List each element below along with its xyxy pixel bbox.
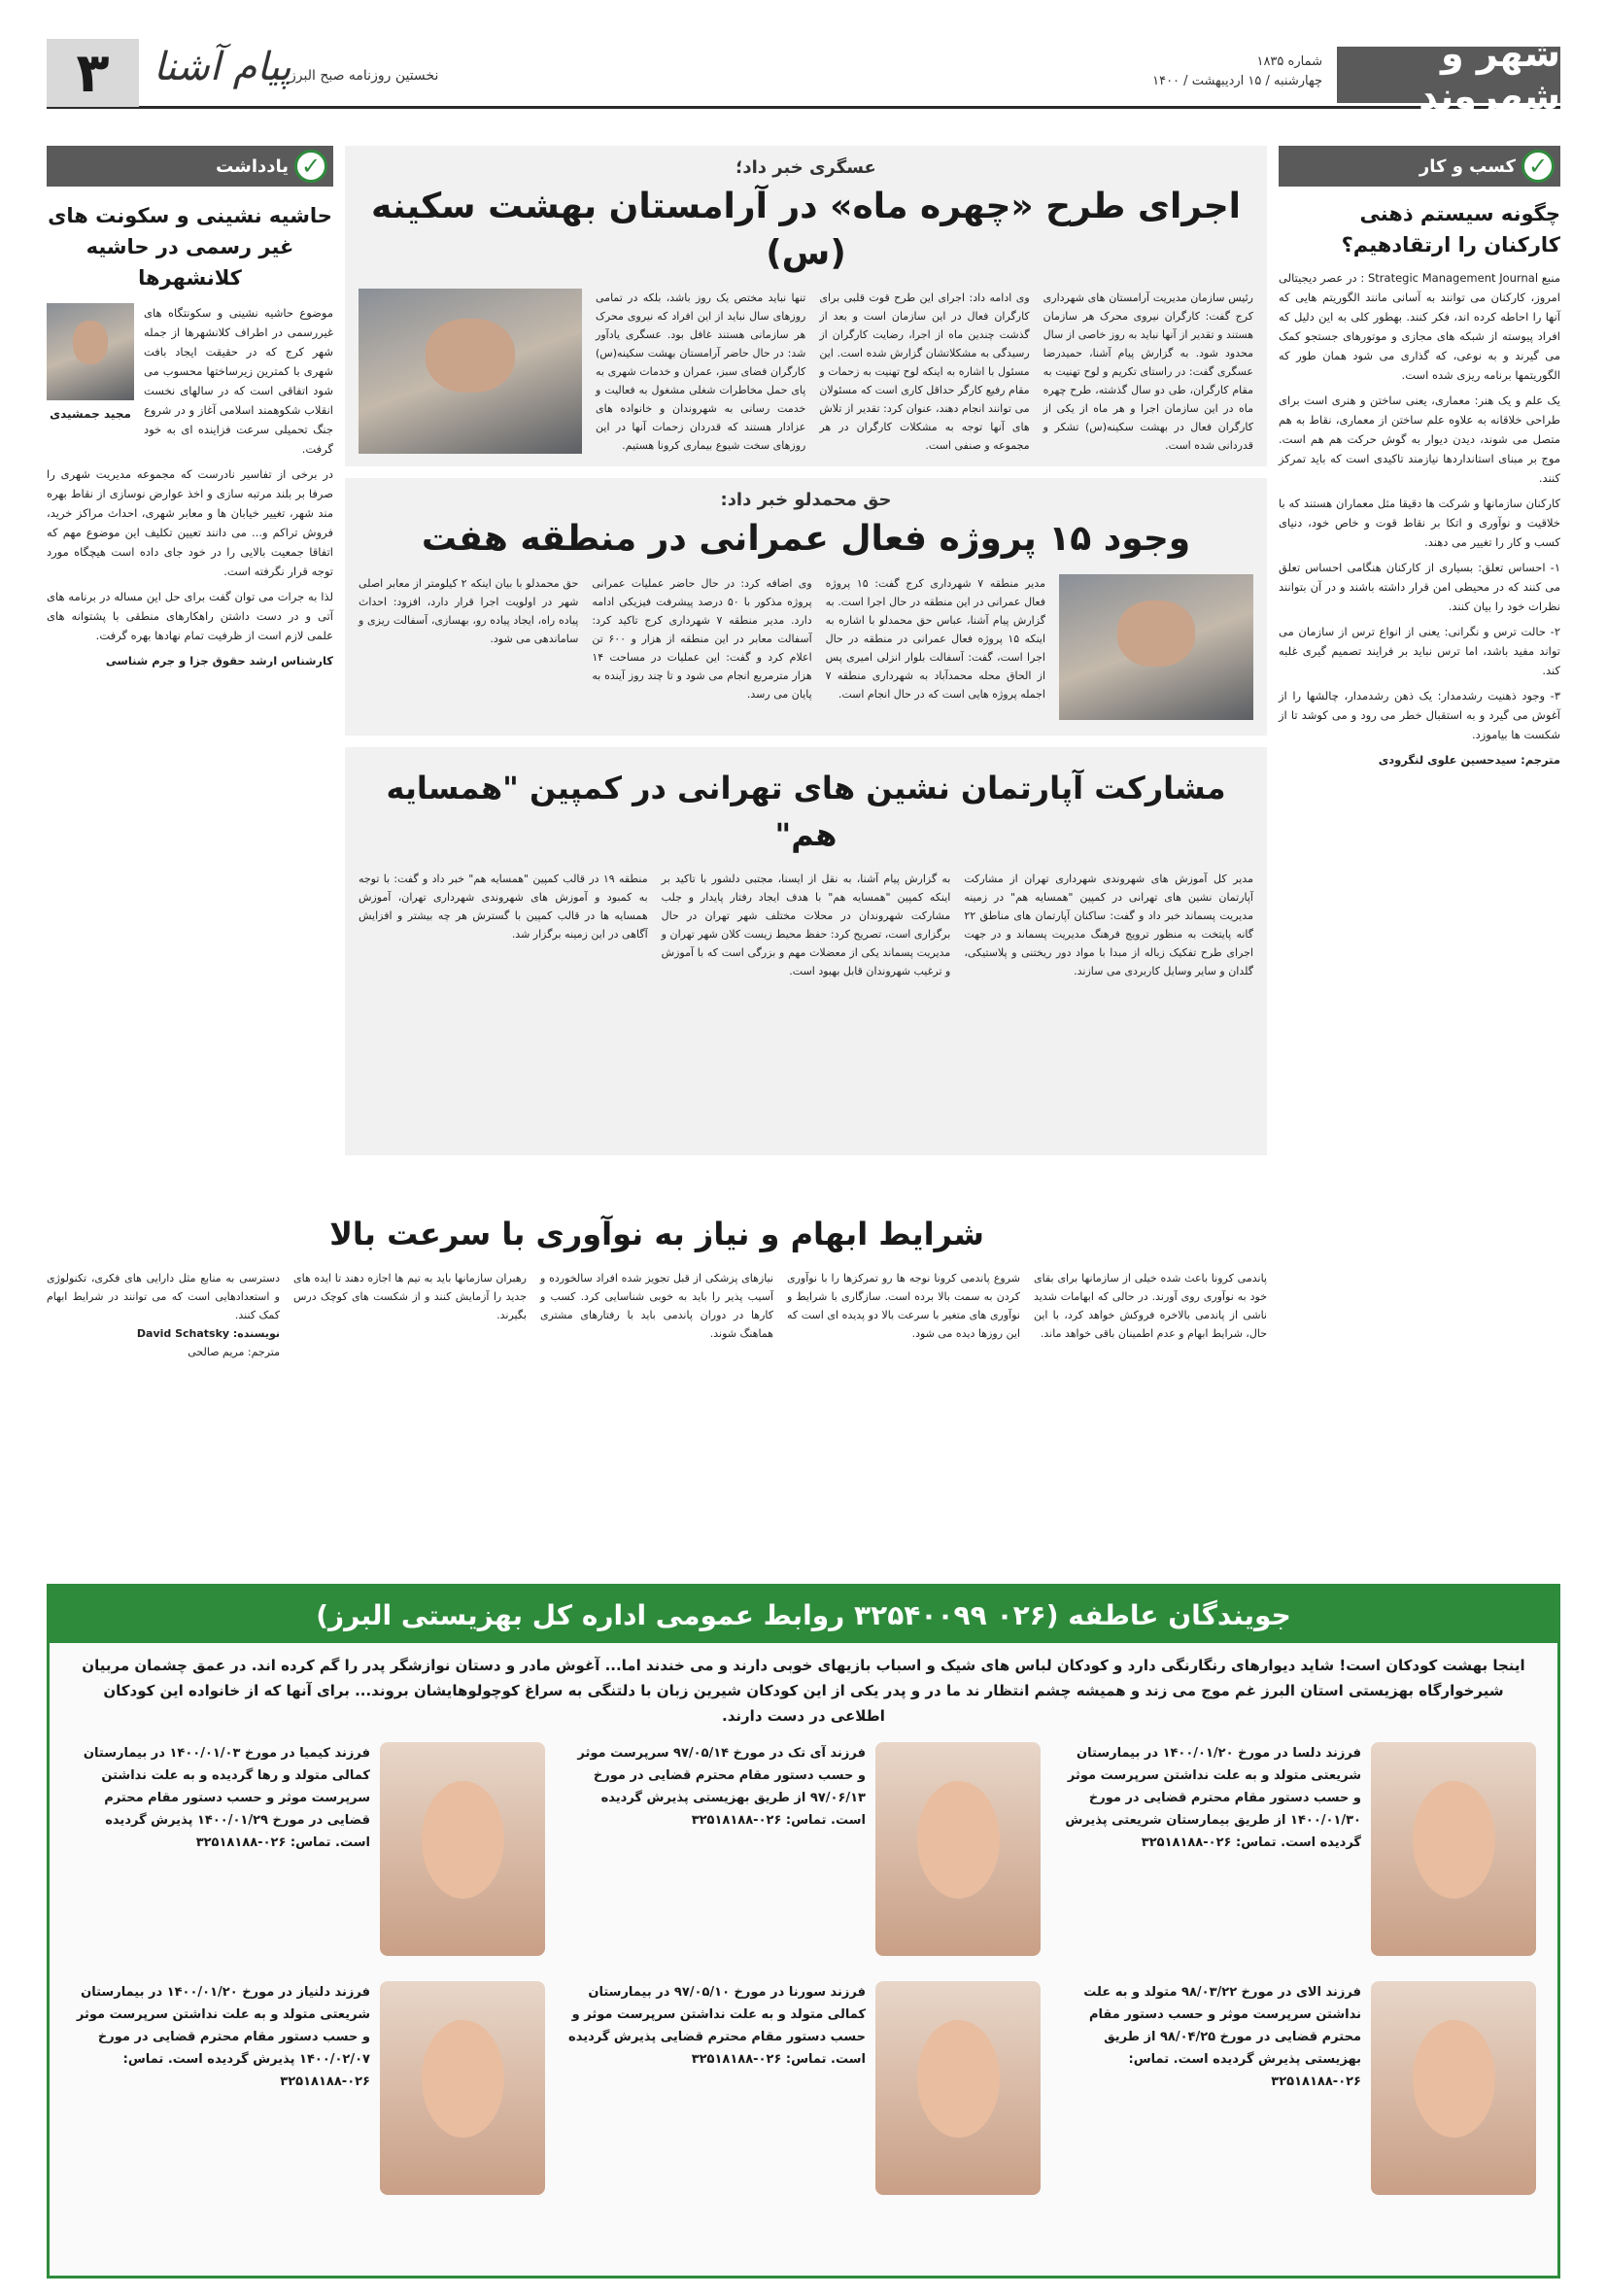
kicker: عسگری خبر داد؛ — [735, 157, 876, 178]
story-chehre-mah — [345, 146, 1267, 466]
story-columns — [47, 1269, 1267, 1361]
check-icon: ✓ — [294, 150, 327, 183]
story-columns — [359, 574, 1253, 720]
article-body — [47, 303, 333, 670]
paragraph: منبع Strategic Management Journal : در عصر دیجیتالی امروز، کارکنان می توانند به آسانی مانند الگوریتم هایی که آنها را احاطه کرده اند، فکر کنند. بهطور کلی به این دلیل که افراد پیوسته از شبکه های مجازی و موتورهای جستجو کمک می گیرند و به نوعی، که گذاری می شود همان طور که الگوریتمها برنامه ریزی شده است. — [1279, 271, 1560, 382]
column-text: منطقه ۱۹ در قالب کمپین "همسایه هم" خبر داد و گفت: با توجه به کمبود و آموزش های شهروندی شهرداری تهران، آموزش همسایه ها در قالب کمپین با گسترش هر چه بیشتر و افزایش آگاهی در این زمینه برگزار شد. — [358, 873, 648, 941]
author: نویسنده: David Schatsky — [136, 1327, 280, 1340]
column-text: وی اضافه کرد: در حال حاضر عملیات عمرانی پروژه مذکور با ۵۰ درصد پیشرفت فیزیکی ادامه دارد. مدیر منطقه ۷ شهرداری کرج تاکید کرد: آسفالت معابر در این منطقه از هزار و ۶۰۰ تن اعلام کرد و گفت: این عملیات در مساحت ۱۴ هزار مترمربع انجام می شود و تا چند روز آینده به پایان می رسد. — [592, 577, 812, 701]
news-photo — [1059, 574, 1253, 720]
story-columns — [359, 870, 1253, 980]
kid-photo — [1371, 1742, 1536, 1956]
headline: مشارکت آپارتمان نشین های تهرانی در کمپین "همسایه هم" — [386, 770, 1226, 853]
news-photo — [359, 289, 582, 454]
column-text: شروع پاندمی کرونا نوجه ها رو تمرکزها را با نوآوری کردن به سمت بالا برده است. سازگاری با شرایط و نوآوری های متغیر با سرعت بالا دو پدیده ای است که این روزها دیده می شود. — [787, 1272, 1020, 1340]
newspaper-logo: پیام آشنا — [154, 45, 291, 89]
section-title: شهر و شهروند — [1337, 47, 1560, 103]
author-photo — [47, 303, 134, 400]
kid-text: فرزند آی تک در مورخ ۹۷/۰۵/۱۴ سرپرست موثر و حسب دستور مقام محترم قضایی در مورخ ۹۷/۰۶/۱۳ از طریق بهزیستی پذیرش گردیده است. تماس: ۰۲۶-۳۲۵۱۸۱۸۸ — [577, 1746, 866, 1828]
kid-text: فرزند دلسا در مورخ ۱۴۰۰/۰۱/۲۰ در بیمارستان شریعتی متولد و به علت نداشتن سرپرست موثر و حسب دستور مقام محترم قضایی در مورخ ۱۴۰۰/۰۱/۳۰ از طریق بیمارستان شریعتی پذیرش گردیده است. تماس: ۰۲۶-۳۲۵۱۸۱۸۸ — [1065, 1746, 1361, 1850]
headline: وجود ۱۵ پروژه فعال عمرانی در منطقه هفت — [421, 519, 1191, 559]
page-number: ۳ — [47, 39, 139, 107]
paragraph: در برخی از تفاسیر نادرست که مجموعه مدیریت شهری را صرفا بر بلند مرتبه سازی و اخذ عوارض نوسازی از نقاط بهره مند شهر، تغییر خیابان ها و معابر شهری، احداث مراکز خرید، فروش تراکم و... می دانند تعیین تکلیف این موضوع مهم که اتفاقا جمعیت بالایی را در خود جای داده است هیچگاه مورد توجه قرار نگرفته است. — [47, 467, 333, 578]
adoption-banner — [47, 1584, 1560, 2279]
paragraph: کارکنان سازمانها و شرکت ها دقیقا مثل معماران هستند که با خلاقیت و نوآوری و اتکا بر نقاط قوت و خاص خود، دنیای کسب و کار را تغییر می دهند. — [1279, 497, 1560, 549]
kid-card — [1062, 1742, 1536, 1966]
article-title: حاشیه نشینی و سکونت های غیر رسمی در حاشیه کلانشهرها — [48, 204, 332, 290]
kid-text: فرزند سورنا در مورخ ۹۷/۰۵/۱۰ در بیمارستان کمالی متولد و به علت نداشتن سرپرست موثر و حسب دستور مقام محترم قضایی پذیرش گردیده است. تماس: ۰۲۶-۳۲۵۱۸۱۸۸ — [568, 1985, 866, 2067]
column-text: تنها نباید مختص یک روز باشد، بلکه در تمامی روزهای سال نباید از این افراد که نیروی محرک هر سازمانی هستند غافل بود. عسگری یادآور شد: در حال حاضر آرامستان بهشت سکینه(س) کارگران فضای سبز، عمران و خدمات شهری به پای حمل مخاطرات شغلی مشغول به فعالیت و خدمت رسانی به شهروندان و خانواده های عزادار هستند که قدردان زحمات آنها در این روزهای سخت شیوع بیماری کرونا هستیم. — [596, 291, 806, 452]
kid-card — [566, 1742, 1041, 1966]
kid-photo — [875, 1981, 1041, 2195]
banner-intro: اینجا بهشت کودکان است! شاید دیوارهای رنگارنگی دارد و کودکان لباس های شیک و اسباب بازیهای خوبی دارند و می خندند اما... آغوش مادر و دستان نوازشگر پدر را گم کرده اند. در عمق چشمان مربیان شیرخوارگاه بهزیستی استان البرز غم موج می زند و همیشه چشم انتظار ند ما در و پدر یکی از این کودکان شیرین زبان با دلتنگی به سراغ کوچولوهایشان بروند... برای آنها که از خانواده این کودکان اطلاعی در دست دارند. — [82, 1657, 1525, 1725]
kid-card — [71, 1981, 545, 2205]
paragraph: موضوع حاشیه نشینی و سکونتگاه های غیررسمی در اطراف کلانشهرها از جمله شهر کرج که در حقیقت ایجاد بافت شهری با کمترین زیرساختها محسوب می شود اتفاقی است که در سالهای نخست انقلاب شکوهمند اسلامی آغاز و در شروع جنگ تحمیلی سرعت فزاینده ای به خود گرفت. — [144, 306, 333, 456]
column-text: مدیر منطقه ۷ شهرداری کرج گفت: ۱۵ پروژه فعال عمرانی در این منطقه در حال اجرا است. به گزارش پیام آشنا، عباس حق محمدلو با اشاره به اینکه ۱۵ پروژه فعال عمرانی در منطقه در حال اجرا است، گفت: آسفالت بلوار انزلی امیری پس از الحاق محله محمدآباد به شهرداری منطقه ۷ اجمله پروژه هایی است که در حال انجام است. — [825, 577, 1046, 701]
issue-date: چهارشنبه / ۱۵ اردیبهشت / ۱۴۰۰ — [1152, 74, 1322, 88]
kicker: حق محمدلو خبر داد: — [720, 490, 892, 510]
banner-title: جویندگان عاطفه (۰۲۶ ۳۲۵۴۰۰۹۹ روابط عمومی اداره کل بهزیستی البرز) — [50, 1587, 1557, 1643]
issue-info — [1152, 52, 1322, 91]
column-text: رهبران سازمانها باید به تیم ها اجازه دهند تا ایده های جدید را آزمایش کنند و از شکست های کوچک درس بگیرند. — [293, 1272, 527, 1321]
kid-text: فرزند کیمیا در مورخ ۱۴۰۰/۰۱/۰۳ در بیمارستان کمالی متولد و رها گردیده و به علت نداشتن سرپرست موثر و حسب دستور مقام محترم قضایی در مورخ ۱۴۰۰/۰۱/۲۹ پذیرش گردیده است. تماس: ۰۲۶-۳۲۵۱۸۱۸۸ — [83, 1746, 370, 1850]
paragraph: دسترسی به منابع مثل دارایی های فکری، تکنولوژی و استعدادهایی است که می توانند در شرایط ابهام کمک کنند. — [47, 1272, 280, 1321]
column-text: رئیس سازمان مدیریت آرامستان های شهرداری کرج گفت: کارگران نیروی محرک هر سازمان هستند و تقدیر از آنها نباید به روز خاصی از سال محدود شود. به گزارش پیام آشنا، حمیدرضا عسگری گفت: در راستای تکریم و لوح تهنیت به مقام کارگران، طی دو سال گذشته، طرح چهره ماه در این سازمان اجرا و هر ماه از یکی از کارگران فعال در بهشت سکینه(س) تشکر و قدردانی شده است. — [1043, 291, 1253, 452]
column-text: وی ادامه داد: اجرای این طرح قوت قلبی برای کارگران فعال در این سازمان است و بعد از گذشت چندین ماه از اجرا، رضایت کارگران از رسیدگی به مشکلاتشان گزارش شده است. این مسئول با اشاره به اینکه لوح تهنیت به زحمات و مقام رفیع کارگر حداقل کاری است که مسئولان می توانند انجام دهند، عنوان کرد: تقدیر از تلاش های آنها توجه به مشکلات کارگران در هر مجموعه و صنفی است. — [819, 291, 1030, 452]
issue-number: شماره ۱۸۳۵ — [1256, 54, 1322, 69]
kid-card — [566, 1981, 1041, 2205]
column-text: حق محمدلو با بیان اینکه ۲ کیلومتر از معابر اصلی شهر در اولویت اجرا قرار دارد، افزود: احداث پیاده راه، ایجاد پیاده رو، بهسازی، آسفالت ریزی و ساماندهی می شود. — [359, 577, 579, 645]
kid-text: فرزند دلنیاز در مورخ ۱۴۰۰/۰۱/۲۰ در بیمارستان شریعتی متولد و به علت نداشتن سرپرست موثر و حسب دستور مقام محترم قضایی در مورخ ۱۴۰۰/۰۲/۰۷ پذیرش گردیده است. تماس: ۰۲۶-۳۲۵۱۸۱۸۸ — [76, 1985, 370, 2089]
author-name: مجید جمشیدی — [50, 407, 131, 421]
signature: کارشناس ارشد حقوق جزا و جرم شناسی — [105, 654, 333, 668]
article-body — [1279, 268, 1560, 770]
section-label-business — [1279, 146, 1560, 187]
kid-photo — [380, 1981, 545, 2195]
kids-grid — [50, 1729, 1557, 2218]
column-text: پاندمی کرونا باعث شده خیلی از سازمانها برای بقای خود به نوآوری روی آورند. در حالی که ابهامات شدید ناشی از پاندمی بالاخره فروکش خواهد کرد، با این حال، شرایط ابهام و عدم اطمینان باقی خواهد ماند. — [1034, 1272, 1267, 1340]
story-projects — [345, 478, 1267, 736]
paragraph: یک علم و یک هنر: معماری، یعنی ساختن و هنری است برای طراحی خلاقانه به علاوه علم ساختن از معماری، نقاط به هم متصل می شوند، دیدن دیوار به گوش حرکت هم هم است. موج بر مبنای استانداردها نیازمند تاکیدی است که باید تمرکز کنند. — [1279, 394, 1560, 485]
kid-photo — [1371, 1981, 1536, 2195]
section-label-text: یادداشت — [216, 155, 289, 177]
column-text: مدیر کل آموزش های شهروندی شهرداری تهران از مشارکت آپارتمان نشین های تهرانی در کمپین "همسایه هم" در زمینه مدیریت پسماند خبر داد و گفت: ساکنان آپارتمان های مناطق ۲۲ گانه پایتخت به منظور ترویج فرهنگ مدیریت پسماند و در جهت اجرای طرح تفکیک زباله از مبدا با مواد دور ریختنی و پلاستیکی، گلدان و سایر وسایل کاربردی می سازند. — [964, 873, 1253, 977]
article-title: چگونه سیستم ذهنی کارکنان را ارتقادهیم؟ — [1341, 202, 1560, 257]
kid-photo — [380, 1742, 545, 1956]
center-column — [345, 146, 1267, 1167]
tagline: نخستین روزنامه صبح البرز — [290, 68, 439, 84]
section-label-text: کسب و کار — [1419, 155, 1516, 177]
story-innovation — [47, 1205, 1267, 1569]
author-box — [47, 303, 134, 424]
left-column — [47, 146, 333, 1205]
column-text — [47, 1269, 280, 1361]
translator: مترجم: مریم صالحی — [188, 1346, 280, 1358]
paragraph: ۲- حالت ترس و نگرانی: یعنی از انواع ترس از سازمان می تواند مفید باشد، اما ترس نباید بر فرایند تصمیم گیری غلبه کند. — [1279, 625, 1560, 677]
column-text: نیازهای پزشکی از قبل تجویز شده افراد سالخورده و آسیب پذیر را باید به خوبی شناسایی کرد. کسب و کارها در دوران پاندمی باید با رفتارهای مشتری هماهنگ شوند. — [540, 1272, 773, 1340]
masthead — [47, 32, 1560, 118]
headline: اجرای طرح «چهره ماه» در آرامستان بهشت سکینه (س) — [371, 187, 1241, 273]
paragraph: ۳- وجود ذهنیت رشدمدار: یک ذهن رشدمدار، چالشها را از آغوش می گیرد و به استقبال خطر می رود و می کوشد تا از شکست ها بیاموزد. — [1279, 689, 1560, 741]
kid-card — [1062, 1981, 1536, 2205]
kid-photo — [875, 1742, 1041, 1956]
story-columns — [359, 289, 1253, 455]
section-label-note — [47, 146, 333, 187]
kid-text: فرزند الای در مورخ ۹۸/۰۳/۲۲ متولد و به علت نداشتن سرپرست موثر و حسب دستور مقام محترم قضایی در مورخ ۹۸/۰۴/۲۵ از طریق بهزیستی پذیرش گردیده است. تماس: ۰۲۶-۳۲۵۱۸۱۸۸ — [1083, 1985, 1361, 2089]
kid-card — [71, 1742, 545, 1966]
check-icon: ✓ — [1522, 150, 1555, 183]
credit: مترجم: سیدحسین علوی لنگرودی — [1378, 753, 1560, 767]
paragraph: لذا به جرات می توان گفت برای حل این مساله در برنامه های آتی و در دست داشتن راهکارهای منطقی با پشتوانه های علمی لازم است از ظرفیت تمام نهادها بهره گرفت. — [47, 590, 333, 642]
column-text: به گزارش پیام آشنا، به نقل از ایسنا، مجتبی دلشور با تاکید بر اینکه کمپین "همسایه هم" با هدف ایجاد رفتار پایدار و جلب مشارکت شهروندان در محلات مختلف شهر تهران در حال برگزاری است، تصریح کرد: حفظ محیط زیست کلان شهر تهران و مدیریت پسماند یکی از معضلات مهم و بزرگی است که با آموزش و ترغیب شهروندان قابل بهبود است. — [661, 873, 951, 977]
headline: شرایط ابهام و نیاز به نوآوری با سرعت بالا — [329, 1216, 984, 1252]
story-hamsaye-ham — [345, 747, 1267, 1155]
paragraph: ۱- احساس تعلق: بسیاری از کارکنان هنگامی احساس تعلق می کنند که در محیطی امن قرار داشته باشند و در آن بتوانند نظرات خود را بیان کنند. — [1279, 561, 1560, 613]
